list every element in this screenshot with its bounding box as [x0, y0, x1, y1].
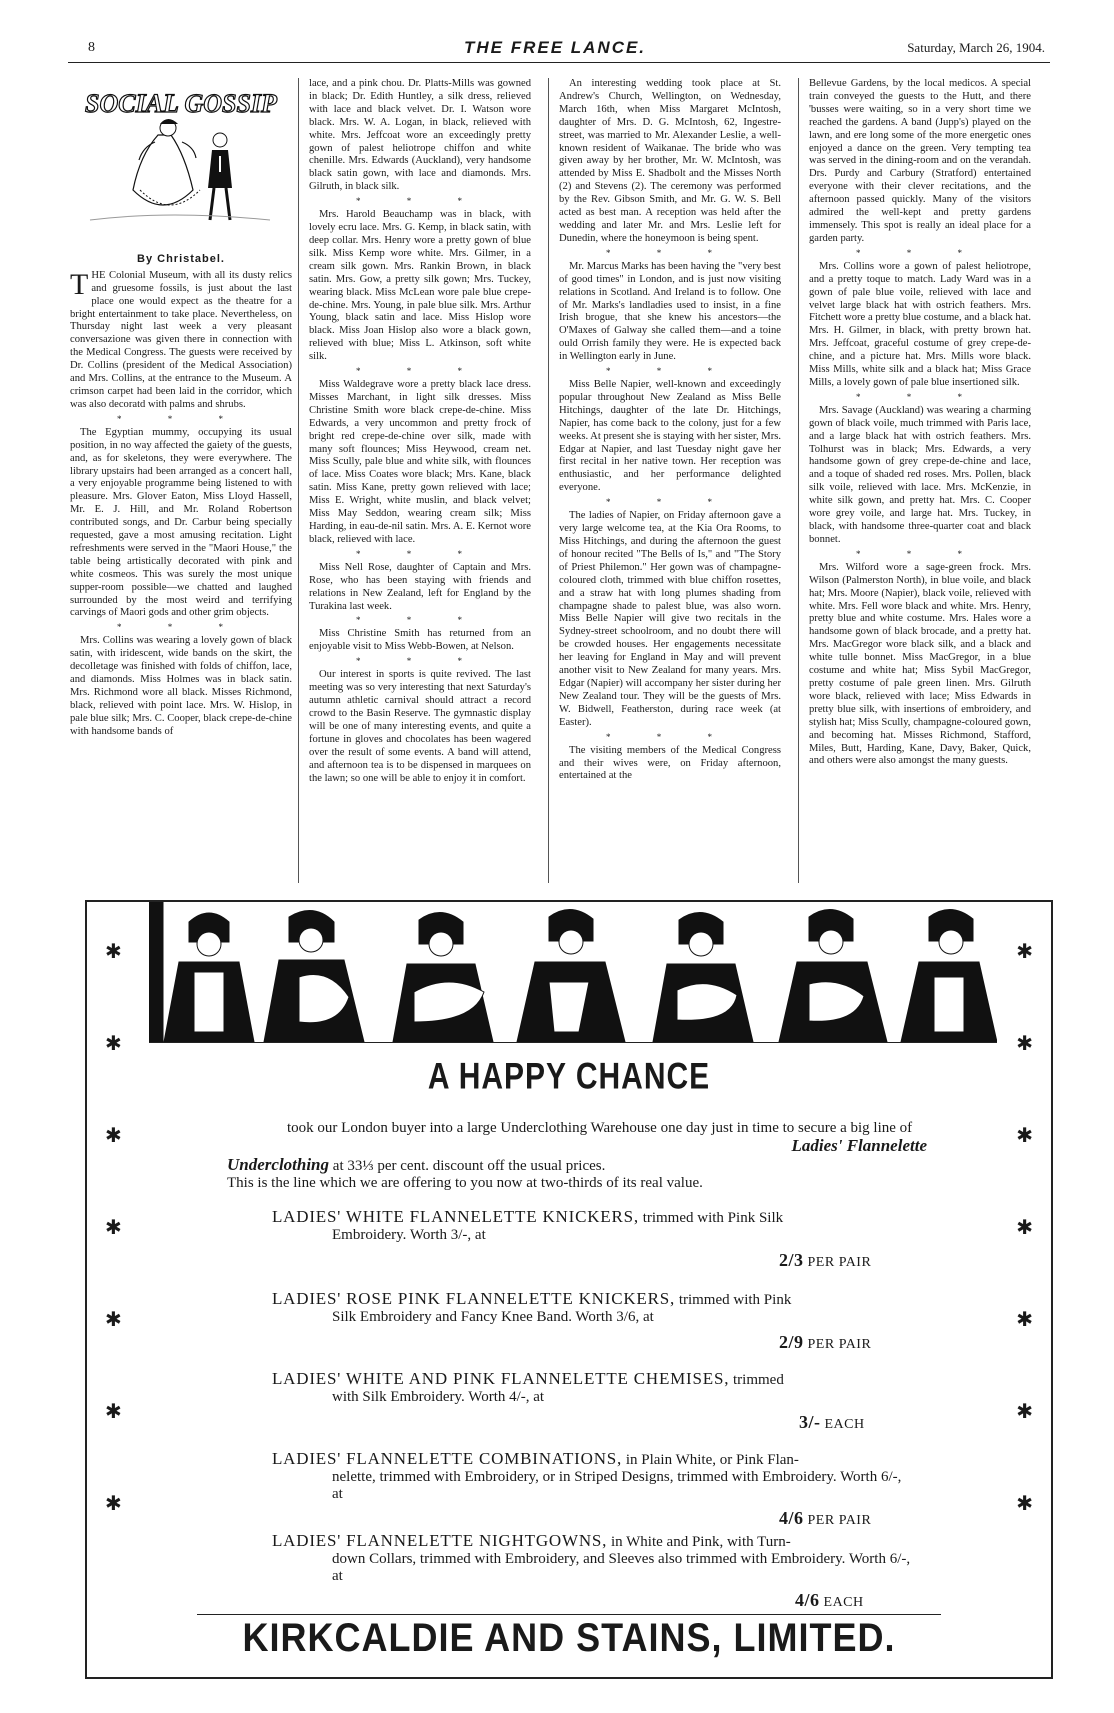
asterisk-ornament: ✱ [105, 1309, 122, 1331]
section-stars: * * * [606, 247, 734, 258]
section-stars: * * * [356, 656, 484, 667]
asterisk-ornament: ✱ [105, 1493, 122, 1515]
intro-brand-line: Ladies' Flannelette [791, 1136, 927, 1155]
asterisk-ornament: ✱ [105, 1401, 122, 1423]
col3-p5: The visiting members of the Medical Congress and their wives were, on Friday afternoon, entertained at the [559, 744, 781, 782]
drop-cap-t: T [70, 267, 89, 301]
section-stars: * * * [606, 366, 734, 377]
col1-p2: The Egyptian mummy, occupying its usual position, in no way affected the gaiety of the guests, and, as for skeletons, they were everywhere. The library upstairs had been arranged as a concert hall, a very enjoyable programme being listened to with pleasure. Mrs. Glover Eaton, Miss Lloyd Hassell, Mr. E. J. Hill, and Mr. Roland Robertson contributed songs, and Dr. Carbur being specially requested, gave a most amusing recitation. Light refreshments were served in the "Maori House," the table being artistically decorated with pink and white cosmeos. This was surely the most unique supper-room possible—we chatted and laughed surrounded by the most weird and terrifying carvings of Maori gods and other grim objects. [70, 426, 292, 619]
intro-line-2: Underclothing at 33⅓ per cent. discount off the usual prices. [227, 1155, 606, 1174]
page-number: 8 [88, 40, 95, 55]
header-rule [68, 62, 1050, 63]
col1-p1: THE Colonial Museum, with all its dusty relics and gruesome fossils, is just about the last place one would expect as the theatre for a bright entertainment to take place. Nevertheless, on Thursday night last week a very pleasant conversazione was given there in connection with the Medical Congress. The guests were received by Dr. Collins (president of the Medical Association) and Mrs. Collins, at the entrance to the Museum. A crimson carpet had been laid in the corridor, which was also decoratd with palms and shrubs. [70, 267, 292, 410]
column-2 [309, 78, 531, 888]
section-stars: * * * [356, 366, 484, 377]
section-stars: * * * [356, 196, 484, 207]
article-columns [68, 78, 1050, 888]
column-3 [559, 78, 781, 888]
ad-item-1-price: 2/3 PER PAIR [779, 1250, 872, 1270]
section-stars: * * * [117, 413, 245, 424]
asterisk-ornament: ✱ [105, 1033, 122, 1055]
col4-p3: Mrs. Savage (Auckland) was wearing a charming gown of black voile, much trimmed with Paris lace, and a large black hat with ostrich feathers. Mrs. Tolhurst was in black; Mrs. Edwards, a very handsome gown of grey crepe-de-chine and lace, and a toque of shaded red roses. Mrs. Pollen, black silk voile, relieved with lace. Mrs. McKenzie, in white silk gown, and pretty hat. Mrs. C. Cooper wore grey voile, and large hat. Mrs. Tuckey, in black, with handsome three-quarter coat and black bonnet. [809, 404, 1031, 545]
ad-item-4: LADIES' FLANNELETTE COMBINATIONS, in Plain White, or Pink Flan- nelette, trimmed with Embroidery, or in Striped Designs, trimmed with Embroidery. Worth 6/-, at [272, 1449, 902, 1502]
asterisk-ornament: ✱ [105, 1125, 122, 1147]
section-stars: * * * [606, 731, 734, 742]
ad-headline: A HAPPY CHANCE [427, 1055, 711, 1097]
asterisk-ornament: ✱ [1016, 1401, 1033, 1423]
column-1 [70, 78, 292, 888]
ad-item-2-price: 2/9 PER PAIR [779, 1332, 872, 1352]
asterisk-ornament: ✱ [1016, 1309, 1033, 1331]
section-stars: * * * [117, 622, 245, 633]
ad-item-4-price: 4/6 PER PAIR [779, 1508, 872, 1528]
advertiser-name: KIRKCALDIE AND STAINS, LIMITED. [242, 1614, 896, 1660]
ad-item-3-price: 3/- EACH [799, 1412, 865, 1432]
asterisk-ornament: ✱ [1016, 1125, 1033, 1147]
asterisk-ornament: ✱ [1016, 941, 1033, 963]
masthead: THE FREE LANCE. [463, 38, 647, 57]
asterisk-ornament: ✱ [1016, 1033, 1033, 1055]
byline: By Christabel. [137, 252, 225, 265]
ad-item-5: LADIES' FLANNELETTE NIGHTGOWNS, in White and Pink, with Turn- down Collars, trimmed with Embroidery, and Sleeves also trimmed with Embroidery. Worth 6/-, at [272, 1531, 911, 1584]
ad-item-2: LADIES' ROSE PINK FLANNELETTE KNICKERS, trimmed with Pink Silk Embroidery and Fancy Knee Band. Worth 3/6, at [272, 1289, 792, 1325]
col2-p3: Miss Waldegrave wore a pretty black lace dress. Misses Marchant, in light silk dresses. Miss Christine Smith wore black crepe-de-chine. Miss Edwards, a very uncommon and pretty frock of bright red crepe-de-chine over silk, made with many soft flounces; Miss Heywood, cream net. Miss Scully, pale blue and white silk, with flounces of lace. Miss Coates wore black; Mrs. Kane, black satin. Miss Kane, pretty gown relieved with lace; Miss E. Wright, white muslin, and black velvet; Miss May Seddon, wearing cream silk; Miss Harding, in eau-de-nil satin. Mrs. A. E. Kernot wore black, relieved with lace. [309, 379, 531, 545]
section-stars: * * * [856, 247, 984, 258]
maids-illustration-banner [149, 902, 997, 1043]
page-header [60, 38, 1050, 58]
column-4 [809, 78, 1031, 888]
ad-item-5-price: 4/6 EACH [795, 1590, 864, 1610]
col2-p4: Miss Nell Rose, daughter of Captain and Mrs. Rose, who has been staying with friends and relations in New Zealand, left for England by the Turakina last week. [309, 561, 531, 612]
col4-p4: Mrs. Wilford wore a sage-green frock. Mrs. Wilson (Palmerston North), in blue voile, and black hat; Mrs. Moore (Napier), black voile, relieved with white. Mrs. Fell wore black and white. Mrs. Henry, pretty blue and white costume. Mrs. Hales wore a handsome gown of black brocade, and a pretty hat. Mrs. MacGregor wore black silk, and a black and white tulle bonnet. Miss MacGregor, in a blue costume and white hat; Miss Sybil MacGregor, pretty costume of pale green linen. Mrs. Gilruth wore black, relieved with lace; Miss Edwards in pretty blue silk, with insertions of embroidery, and stylish hat; Miss Scully, champagne-coloured gown, and becoming hat. Misses Richmond, Stafford, Miles, Butt, Harding, Kane, Davy, Baker, Quick, and others were also amongst the many guests. [809, 561, 1031, 767]
asterisk-ornament: ✱ [1016, 1217, 1033, 1239]
section-stars: * * * [356, 548, 484, 559]
ad-intro: took our London buyer into a large Underclothing Warehouse one day just in time to secure a big line of Ladies' Flannelette Underclothing at 33⅓ per cent. discount off the usual prices. This is the line which we are offering to you now at two-thirds of its real value. [227, 1120, 927, 1191]
asterisk-ornament: ✱ [105, 941, 122, 963]
col1-p3: Mrs. Collins was wearing a lovely gown of black satin, with iridescent, wide bands on the skirt, the decolletage was finished with folds of chiffon, lace, and diamonds. Miss Holmes was in black satin. Mrs. Richmond wore all black. Misses Richmond, black, relieved with point lace. Mrs. W. Hislop, in pale blue silk; Mrs. C. Cooper, black crepe-de-chine with handsome bands of [70, 635, 292, 737]
col2-p1: lace, and a pink chou. Dr. Platts-Mills was gowned in black; Dr. Edith Huntley, a silk dress, relieved with lace and black velvet. Dr. I. Watson wore black. Mrs. W. A. Logan, in black, relieved with white. Mrs. Jeffcoat wore an exceedingly pretty gown of palest heliotrope chiffon and white chenille. Mrs. Edwards (Auckland), very handsome black satin gown, with lace and diamonds. Mrs. Gilruth, in black silk. [309, 78, 531, 193]
col3-p1: An interesting wedding took place at St. Andrew's Church, Wellington, on Wednesday, March 16th, when Miss Margaret McIntosh, daughter of Mrs. D. G. McIntosh, 62, Ingestre-street, was married to Mr. Alexander Leslie, a well-known resident of Waikanae. The bride who was given away by her brother, Mr. W. McIntosh, was attended by Miss E. Shadbolt and the Misses North (2) and Stevens (2). The ceremony was performed by the Rev. Gibson Smith, and Mr. G. W. S. Bell acted as best man. A reception was held after the wedding and later Mr. and Mrs. Leslie left for Dunedin, where the honeymoon is being spent. [559, 78, 781, 244]
asterisk-ornament: ✱ [105, 1217, 122, 1239]
col3-p4: The ladies of Napier, on Friday afternoon gave a very large welcome tea, at the Kia Ora Rooms, to Miss Hitchings, and during the afternoon the guest of honour recited "The Bells of Is," and "The Story of Priest Philemon." Her gown was of champagne-coloured cloth, trimmed with blue chiffon rosettes, and a straw hat with long plumes shading from champagne shade to palest blue, was also worn. Miss Belle Napier will give two recitals in the Sydney-street schoolroom, and no doubt there will be crowded houses. Her engagements necessitate her leaving for England in May and will prevent another visit to New Zealand for many years. Mrs. Edgar (Napier) will accompany her sister during her New Zealand tour. They will be the guests of Mrs. W. Bidwell, Featherston, during race week (at Easter). [559, 510, 781, 728]
ad-item-1: LADIES' WHITE FLANNELETTE KNICKERS, trimmed with Pink Silk Embroidery. Worth 3/-, at [272, 1207, 784, 1243]
advertisement [85, 900, 1053, 1679]
asterisk-ornament: ✱ [1016, 1493, 1033, 1515]
col2-p5: Miss Christine Smith has returned from an enjoyable visit to Miss Webb-Bowen, at Nelson. [309, 628, 531, 653]
section-stars: * * * [856, 391, 984, 402]
section-stars: * * * [856, 548, 984, 559]
col3-p3: Miss Belle Napier, well-known and exceedingly popular throughout New Zealand as Miss Belle Hitchings, daughter of the late Dr. Hitchings, Napier, has come back to the colony, just for a few weeks. At present she is staying with her sister, Mrs. Edgar at Napier, and last Tuesday night gave her first recital in her native town. Her reception was enthusiastic, and her performance delighted everyone. [559, 379, 781, 494]
ad-item-3: LADIES' WHITE AND PINK FLANNELETTE CHEMISES, trimmed with Silk Embroidery. Worth 4/-, at [272, 1369, 784, 1405]
section-stars: * * * [356, 615, 484, 626]
col2-p2: Mrs. Harold Beauchamp was in black, with lovely ecru lace. Mrs. G. Kemp, in black satin, with deep collar. Mrs. Henry wore a pretty gown of blue silk. Miss Kemp wore white. Mrs. Gilmer, in a cream silk gown. Mrs. Rankin Brown, in black satin. Mrs. Gow, a pretty silk gown; Mrs. Tuckey, wearing black. Miss McLean wore pale blue crepe-de-chine. Mrs. Young, in pale blue silk. Mrs. Arthur Young, black satin and lace. Miss Hislop wore black. Miss Joan Hislop also wore a black gown, relieved with blue; Miss L. Atkinson, soft white silk. [309, 209, 531, 363]
social-gossip-cartoon [70, 80, 282, 242]
col4-p1: Bellevue Gardens, by the local medicos. A special train conveyed the guests to the Hutt, and there 'busses were waiting, so in a very short time we reached the gardens. A band (Jupp's) played on the lawn, and ere long some of the more energetic ones enjoyed a dance on the green. Very tempting tea was served in the dining-room and on the verandah. Drs. Purdy and Carbury (Stratford) entertained everyone with their clever recitations, and the afternoon passed quickly. Many of the visitors admired the well-kept and pretty gardens immensely. This spot is really an ideal place for a garden party. [809, 78, 1031, 244]
issue-date: Saturday, March 26, 1904. [907, 40, 1045, 55]
col3-p2: Mr. Marcus Marks has been having the "very best of good times" in London, and is just now visiting relations in Scotland. And Ireland is to follow. One of Mr. Marks's landladies used to insist, in a fine Irish brogue, that she knew his ancestors—the O'Maxes of Galway she called them—and a toine ould Orrish family they were. He is expected back in Wellington early in June. [559, 260, 781, 363]
col4-p2: Mrs. Collins wore a gown of palest heliotrope, and a pretty toque to match. Lady Ward was in a gown of pale blue voile, relieved with lace and velvet large black hat with ostrich feathers. Mrs. Fitchett wore a pretty blue costume, and a black hat. Mrs. H. Gilmer, in black, with pretty brown hat. Mrs. Jeffcoat, graceful costume of grey crepe-de-chine, and a picture hat. Mrs. Mills wore black. Miss Mills, white silk and a black hat; Miss Grace Mills, a lovely gown of pale blue insertioned silk. [809, 260, 1031, 388]
logo-text: SOCIAL GOSSIP [85, 89, 277, 118]
section-stars: * * * [606, 497, 734, 508]
col2-p6: Our interest in sports is quite revived. The last meeting was so very interesting that next Saturday's autumn athletic carnival should attract a record crowd to the Basin Reserve. The gymnastic display will be one of many interesting events, and quite a fortune in gloves and chocolates has been wagered over the result of some events. A band will attend, and afternoon tea is to be dispensed in marquees on the lawn; so one will be able to enjoy it in comfort. [309, 669, 531, 784]
